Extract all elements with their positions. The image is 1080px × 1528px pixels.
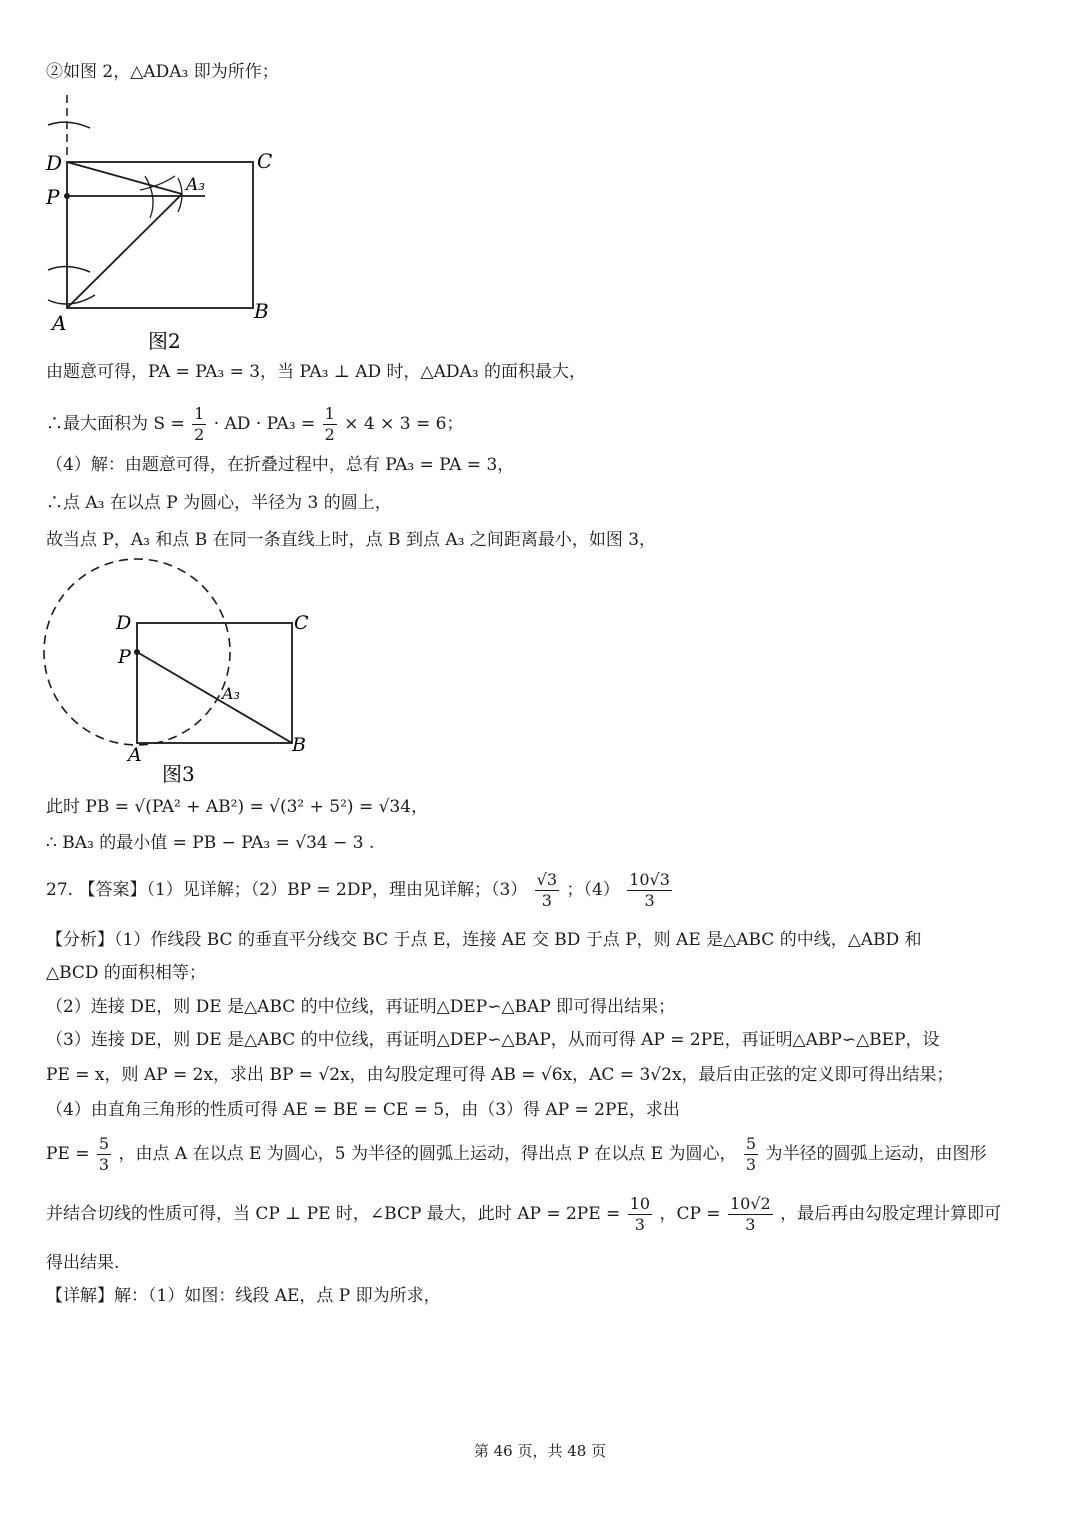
figure-caption: 图2 (148, 329, 181, 353)
fraction: $\frac{5}{3}$ (745, 1134, 757, 1174)
label-c: C (294, 612, 309, 634)
label-d: D (46, 151, 63, 175)
fraction: $\frac{10√2}{3}$ (729, 1194, 771, 1234)
fraction: $\frac{10√3}{3}$ (629, 870, 670, 910)
fraction: $\frac{5}{3}$ (98, 1134, 110, 1174)
text-line: （4）解：由题意可得，在折叠过程中，总有 PA₃ = PA = 3， (46, 455, 515, 475)
fraction: $\frac{10}{3}$ (629, 1194, 651, 1234)
figure-caption: 图3 (162, 762, 195, 786)
label-p: P (118, 646, 131, 668)
figure-2 (40, 90, 280, 355)
text-line: 【分析】（1）作线段 BC 的垂直平分线交 BC 于点 E，连接 AE 交 BD 于点 P，则 AE 是△ABC 的中线，△ABD 和 (46, 930, 922, 950)
text-line: ②如图 2，△ADA₃ 即为所作； (46, 62, 279, 82)
text-line: （4）由直角三角形的性质可得 AE = BE = CE = 5，由（3）得 AP = 2PE，求出 (46, 1100, 680, 1120)
label-d: D (116, 612, 132, 634)
fraction: $\frac{1}{2}$ (194, 404, 205, 444)
text-line: （3）连接 DE，则 DE 是△ABC 的中位线，再证明△DEP∽△BAP，从而可得 AP = 2PE，再证明△ABP∽△BEP，设 (46, 1030, 940, 1050)
text-line: 得出结果. (46, 1253, 120, 1273)
text-line: （2）连接 DE，则 DE 是△ABC 的中位线，再证明△DEP∽△BAP 即可得出结果； (46, 997, 676, 1017)
label-a: A (52, 311, 67, 335)
label-b: B (254, 299, 269, 323)
text-line: 并结合切线的性质可得，当 CP ⊥ PE 时，∠BCP 最大，此时 AP = 2PE = $\frac{10}{3}$ ，CP = $\frac{10√2}{3}$ ，最后再由勾股定理计算即可 (46, 1194, 1002, 1234)
label-a3: A₃ (186, 175, 206, 195)
text-line: △BCD 的面积相等； (46, 963, 206, 983)
text-line: ∴最大面积为 S = $\frac{1}{2}$ · AD · PA₃ = $\frac{1}{2}$ × 4 × 3 = 6； (46, 404, 464, 444)
figure-3 (40, 555, 330, 790)
label-a3: A₃ (222, 684, 240, 703)
fraction: $\frac{√3}{3}$ (536, 870, 558, 910)
label-c: C (257, 149, 273, 173)
answer-line: 27. 【答案】（1）见详解；（2）BP = 2DP，理由见详解；（3） $\frac{√3}{3}$ ；（4） $\frac{10√3}{3}$ (46, 870, 670, 910)
page-footer: 第 46 页，共 48 页 (473, 1442, 607, 1460)
text-line: 此时 PB = √(PA² + AB²) = √(3² + 5²) = √34， (46, 797, 429, 817)
label-a: A (128, 744, 142, 766)
text-line: ∴点 A₃ 在以点 P 为圆心，半径为 3 的圆上， (46, 493, 392, 513)
fraction: $\frac{1}{2}$ (324, 404, 335, 444)
text-line: 【详解】解：（1）如图：线段 AE，点 P 即为所求， (46, 1286, 441, 1306)
text-line: 故当点 P，A₃ 和点 B 在同一条直线上时，点 B 到点 A₃ 之间距离最小，如图 3， (46, 530, 657, 550)
label-p: P (46, 185, 60, 209)
text-line: ∴ BA₃ 的最小值 = PB − PA₃ = √34 − 3 . (46, 833, 375, 853)
text-line: PE = $\frac{5}{3}$ ，由点 A 在以点 E 为圆心，5 为半径的圆弧上运动，得出点 P 在以点 E 为圆心， $\frac{5}{3}$ 为半径的圆弧上运动，由图形 (46, 1134, 987, 1174)
label-b: B (292, 734, 306, 756)
text-line: PE = x，则 AP = 2x，求出 BP = √2x，由勾股定理可得 AB = √6x，AC = 3√2x，最后由正弦的定义即可得出结果； (46, 1065, 954, 1085)
text-line: 由题意可得，PA = PA₃ = 3，当 PA₃ ⊥ AD 时，△ADA₃ 的面积最大， (46, 362, 586, 382)
